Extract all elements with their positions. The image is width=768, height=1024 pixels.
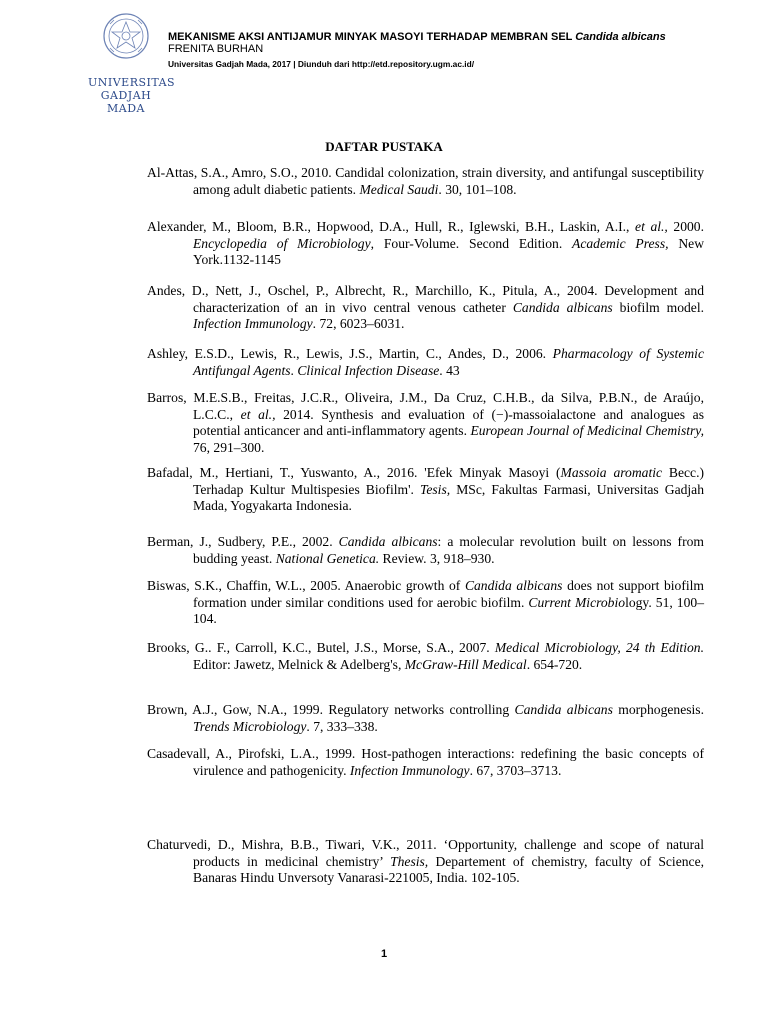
reference-entry: Casadevall, A., Pirofski, L.A., 1999. Host-pathogen interactions: redefining the basic concepts of virulence and pathogenicity. Infection Immunology. 67, 3703–3713. <box>147 746 704 778</box>
logo-text-line1: UNIVERSITAS <box>88 76 176 89</box>
reference-entry: Al-Attas, S.A., Amro, S.O., 2010. Candidal colonization, strain diversity, and antifungal susceptibility among adult diabetic patients. Medical Saudi. 30, 101–108. <box>147 165 704 197</box>
university-seal-icon <box>102 10 150 70</box>
page-number: 1 <box>380 948 388 960</box>
reference-entry: Andes, D., Nett, J., Oschel, P., Albrecht, R., Marchillo, K., Pitula, A., 2004. Development and characterization of an in vivo central venous catheter Candida albicans biofilm model. Infection Immunology. 72, 6023–6031. <box>147 283 704 331</box>
reference-entry: Biswas, S.K., Chaffin, W.L., 2005. Anaerobic growth of Candida albicans does not support biofilm formation under similar conditions used for aerobic biofilm. Current Microbiology. 51, 100–104. <box>147 578 704 626</box>
reference-entry: Brooks, G.. F., Carroll, K.C., Butel, J.S., Morse, S.A., 2007. Medical Microbiology, 24 th Edition. Editor: Jawetz, Melnick & Adelberg's, McGraw-Hill Medical. 654-720. <box>147 640 704 672</box>
reference-entry: Chaturvedi, D., Mishra, B.B., Tiwari, V.K., 2011. ‘Opportunity, challenge and scope of natural products in medicinal chemistry’ Thesis, Departement of chemistry, faculty of Science, Banaras Hindu Unversoty Vanarasi-221005, India. 102-105. <box>147 837 705 885</box>
reference-entry: Brown, A.J., Gow, N.A., 1999. Regulatory networks controlling Candida albicans morphogenesis. Trends Microbiology. 7, 333–338. <box>147 702 704 734</box>
reference-entry: Alexander, M., Bloom, B.R., Hopwood, D.A., Hull, R., Iglewski, B.H., Laskin, A.I., et al., 2000. Encyclopedia of Microbiology, Four-Volume. Second Edition. Academic Press, New York.1132-1145 <box>147 219 705 267</box>
thesis-source: Universitas Gadjah Mada, 2017 | Diunduh dari http://etd.repository.ugm.ac.id/ <box>168 59 475 69</box>
thesis-title: MEKANISME AKSI ANTIJAMUR MINYAK MASOYI TERHADAP MEMBRAN SEL Candida albicans <box>168 31 666 43</box>
logo-text-line2: GADJAH MADA <box>100 89 152 115</box>
thesis-author: FRENITA BURHAN <box>168 43 264 55</box>
reference-entry: Bafadal, M., Hertiani, T., Yuswanto, A., 2016. 'Efek Minyak Masoyi (Massoia aromatic Becc.) Terhadap Kultur Multispesies Biofilm'. Tesis, MSc, Fakultas Farmasi, Universitas Gadjah Mada, Yogyakarta Indonesia. <box>147 465 705 513</box>
university-logo <box>88 10 176 115</box>
reference-entry: Berman, J., Sudbery, P.E., 2002. Candida albicans: a molecular revolution built on lessons from budding yeast. National Genetica. Review. 3, 918–930. <box>147 534 704 566</box>
section-heading: DAFTAR PUSTAKA <box>325 139 443 154</box>
page-header <box>168 31 666 70</box>
reference-entry: Ashley, E.S.D., Lewis, R., Lewis, J.S., Martin, C., Andes, D., 2006. Pharmacology of Systemic Antifungal Agents. Clinical Infection Disease. 43 <box>147 346 704 378</box>
reference-entry: Barros, M.E.S.B., Freitas, J.C.R., Oliveira, J.M., Da Cruz, C.H.B., da Silva, P.B.N., de Araújo, L.C.C., et al., 2014. Synthesis and evaluation of (−)-massoialactone and analogues as potential anticancer and anti-inflammatory agents. European Journal of Medicinal Chemistry, 76, 291–300. <box>147 390 704 455</box>
